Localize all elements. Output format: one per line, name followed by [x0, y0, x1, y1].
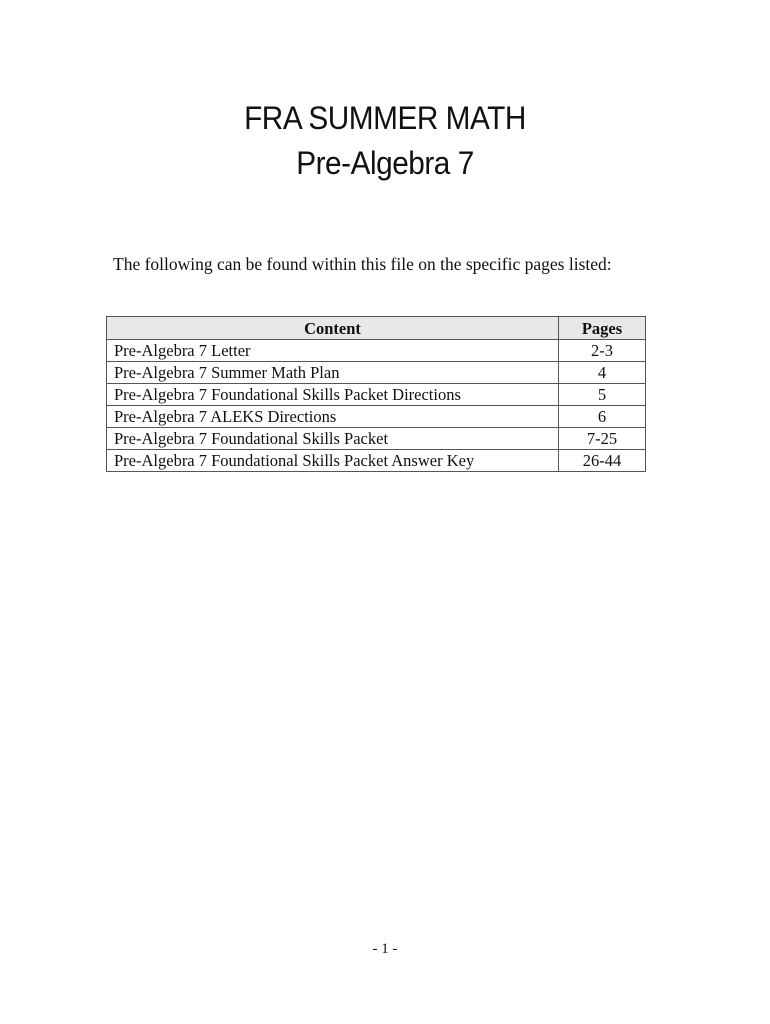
- content-cell: Pre-Algebra 7 Summer Math Plan: [107, 362, 559, 384]
- table-row: [107, 384, 646, 406]
- pages-column-header: Pages: [559, 317, 646, 340]
- content-cell: Pre-Algebra 7 Foundational Skills Packet Directions: [107, 384, 559, 406]
- content-cell: Pre-Algebra 7 ALEKS Directions: [107, 406, 559, 428]
- table-row: [107, 428, 646, 450]
- content-cell: Pre-Algebra 7 Letter: [107, 340, 559, 362]
- table-header-row: [107, 317, 646, 340]
- pages-cell: 5: [559, 384, 646, 406]
- intro-paragraph: The following can be found within this file on the specific pages listed:: [113, 254, 612, 274]
- document-title: FRA SUMMER MATH: [244, 100, 526, 136]
- document-subtitle: Pre-Algebra 7: [296, 145, 474, 181]
- pages-cell: 2-3: [559, 340, 646, 362]
- contents-table: [106, 316, 646, 472]
- content-cell: Pre-Algebra 7 Foundational Skills Packet: [107, 428, 559, 450]
- pages-cell: 4: [559, 362, 646, 384]
- content-cell: Pre-Algebra 7 Foundational Skills Packet Answer Key: [107, 450, 559, 472]
- page-number: - 1 -: [372, 941, 398, 957]
- pages-cell: 7-25: [559, 428, 646, 450]
- pages-cell: 6: [559, 406, 646, 428]
- table-row: [107, 450, 646, 472]
- table-row: [107, 362, 646, 384]
- table-row: [107, 406, 646, 428]
- content-column-header: Content: [107, 317, 559, 340]
- pages-cell: 26-44: [559, 450, 646, 472]
- table-row: [107, 340, 646, 362]
